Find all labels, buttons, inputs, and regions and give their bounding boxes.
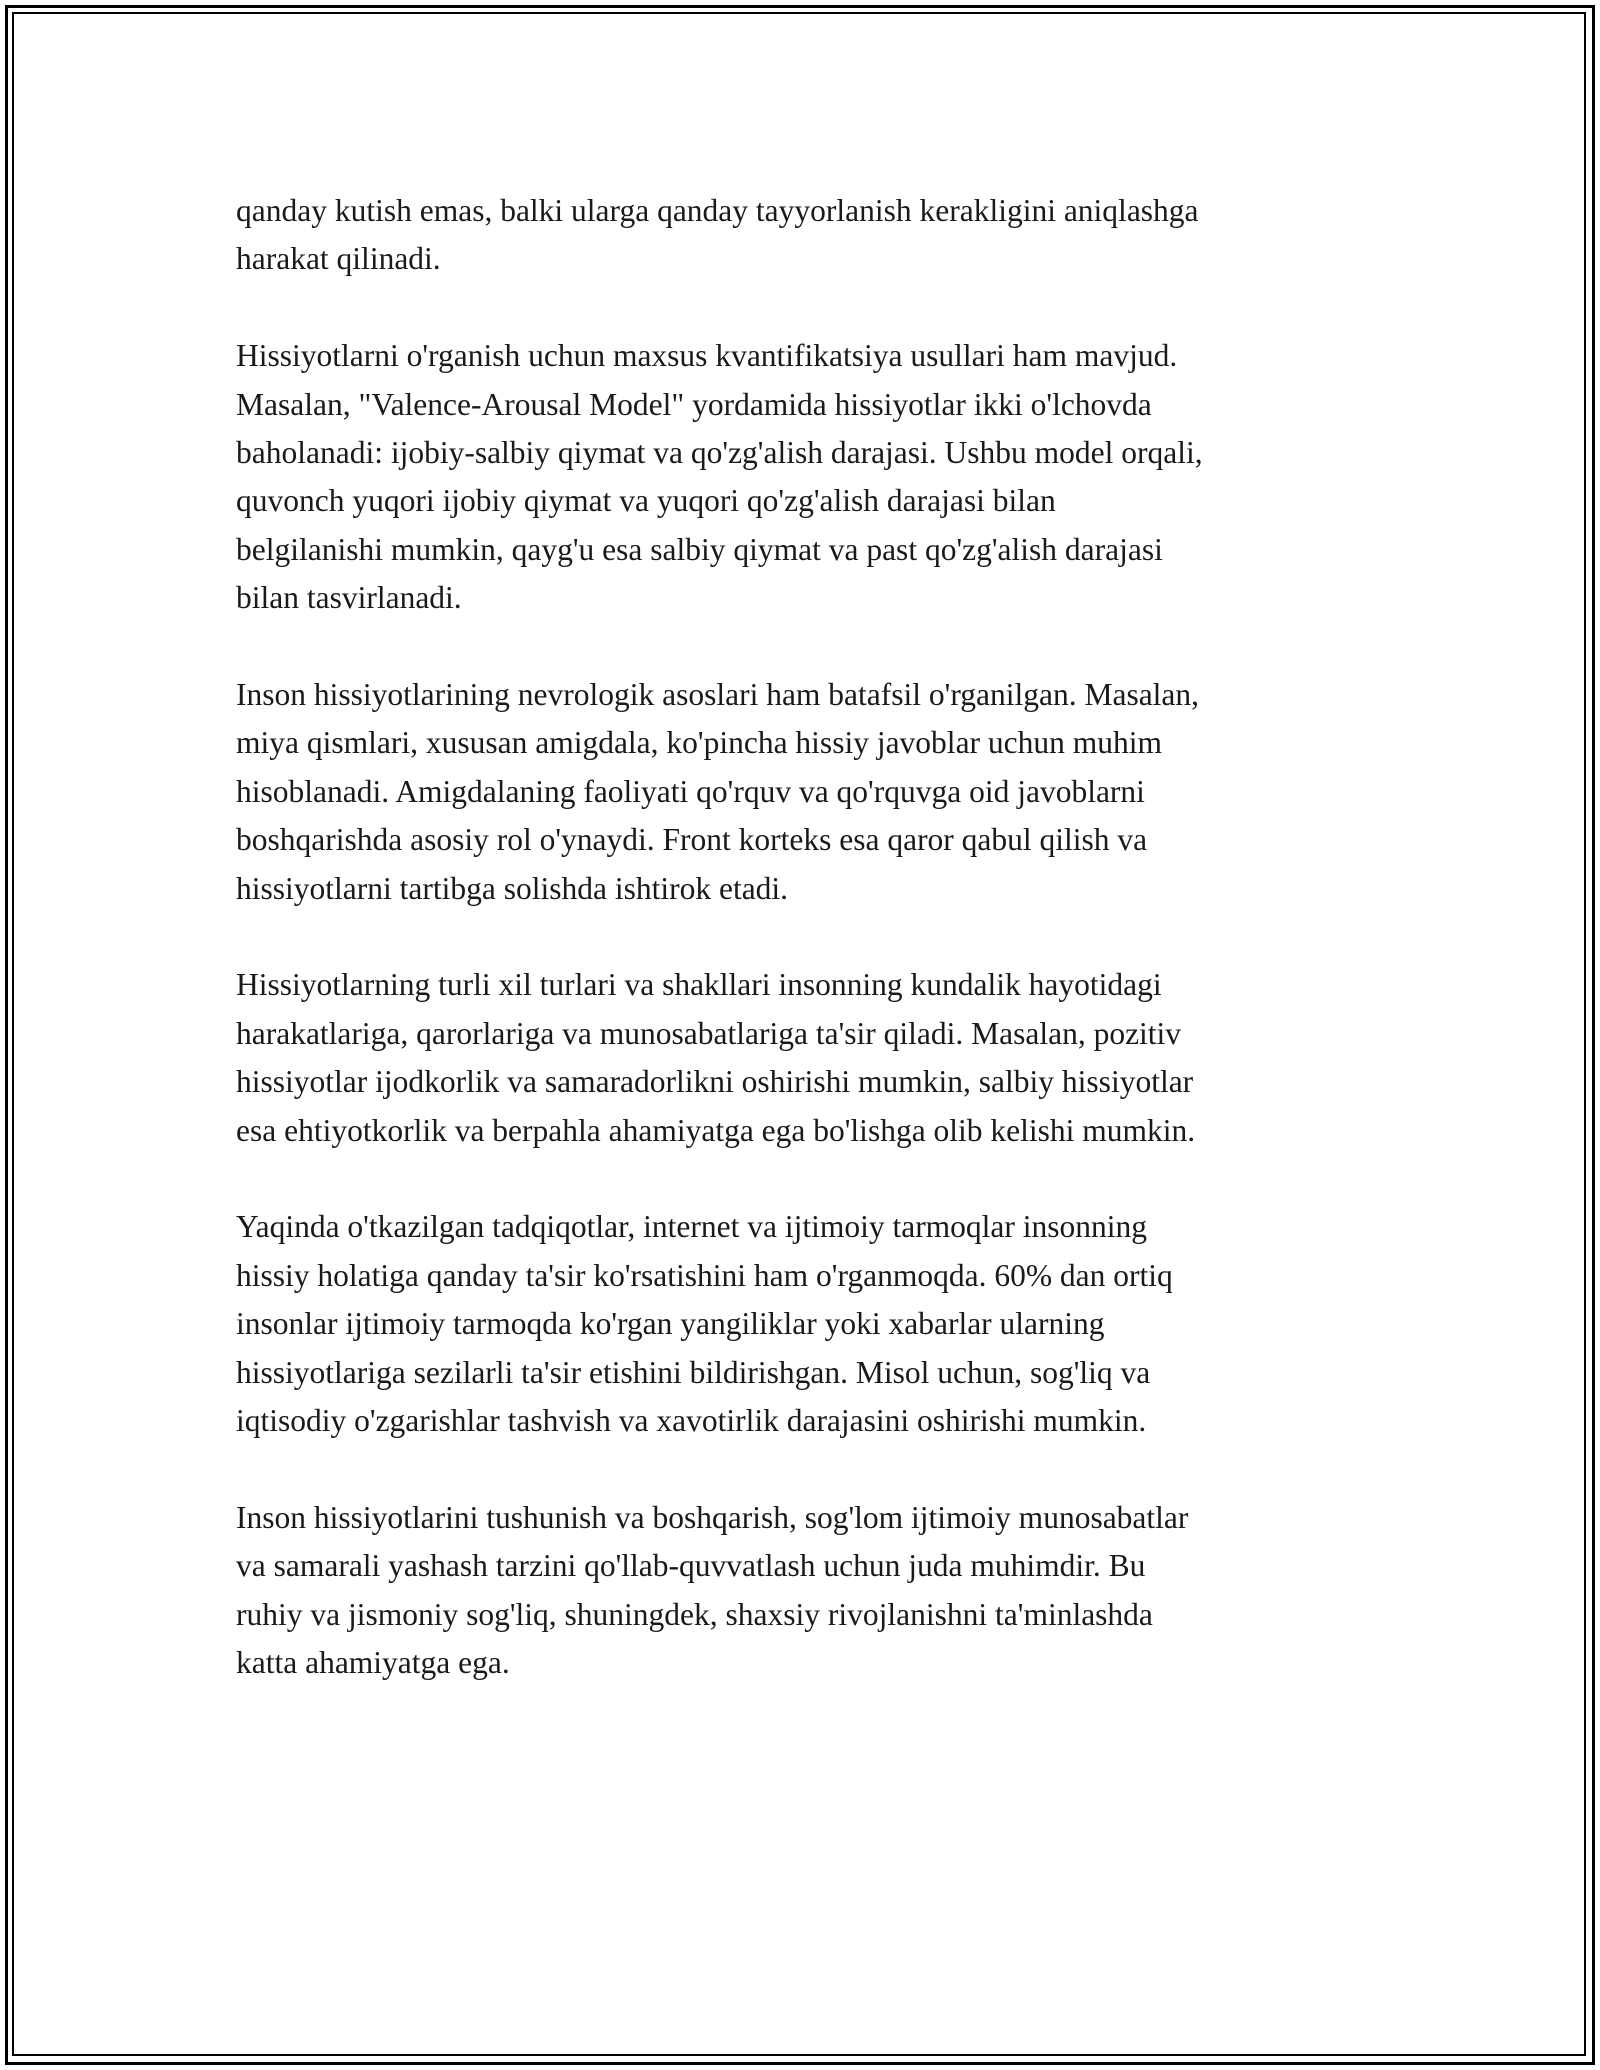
text-line: boshqarishda asosiy rol o'ynaydi. Front korteks esa qaror qabul qilish va (236, 822, 1148, 858)
paragraph (236, 187, 1376, 284)
text-line: iqtisodiy o'zgarishlar tashvish va xavotirlik darajasini oshirishi mumkin. (236, 1403, 1147, 1439)
text-line: hissiyotlariga sezilarli ta'sir etishini bildirishgan. Misol uchun, sog'liq va (236, 1354, 1151, 1390)
text-line: harakatlariga, qarorlariga va munosabatlariga ta'sir qiladi. Masalan, pozitiv (236, 1015, 1182, 1051)
text-line: Hissiyotlarni o'rganish uchun maxsus kvantifikatsiya usullari ham mavjud. (236, 338, 1178, 374)
text-line: quvonch yuqori ijobiy qiymat va yuqori qo'zg'alish darajasi bilan (236, 483, 1056, 519)
text-line: katta ahamiyatga ega. (236, 1645, 510, 1681)
text-line: baholanadi: ijobiy-salbiy qiymat va qo'zg'alish darajasi. Ushbu model orqali, (236, 435, 1203, 471)
paragraph (236, 1203, 1376, 1445)
text-line: hisoblanadi. Amigdalaning faoliyati qo'rquv va qo'rquvga oid javoblarni (236, 773, 1145, 809)
text-line: va samarali yashash tarzini qo'llab-quvvatlash uchun juda muhimdir. Bu (236, 1548, 1146, 1584)
text-line: Inson hissiyotlarining nevrologik asoslari ham batafsil o'rganilgan. Masalan, (236, 677, 1200, 713)
text-line: belgilanishi mumkin, qayg'u esa salbiy qiymat va past qo'zg'alish darajasi (236, 531, 1163, 567)
text-line: bilan tasvirlanadi. (236, 580, 462, 616)
paragraph (236, 1494, 1376, 1688)
text-line: esa ehtiyotkorlik va berpahla ahamiyatga ega bo'lishga olib kelishi mumkin. (236, 1112, 1196, 1148)
text-line: Yaqinda o'tkazilgan tadqiqotlar, internet va ijtimoiy tarmoqlar insonning (236, 1209, 1148, 1245)
text-line: Inson hissiyotlarini tushunish va boshqarish, sog'lom ijtimoiy munosabatlar (236, 1499, 1189, 1535)
text-line: hissiyotlar ijodkorlik va samaradorlikni oshirishi mumkin, salbiy hissiyotlar (236, 1064, 1194, 1100)
text-line: Hissiyotlarning turli xil turlari va shakllari insonning kundalik hayotidagi (236, 967, 1162, 1003)
text-line: harakat qilinadi. (236, 241, 441, 277)
paragraph (236, 961, 1376, 1155)
text-line: insonlar ijtimoiy tarmoqda ko'rgan yangiliklar yoki xabarlar ularning (236, 1306, 1105, 1342)
document-body (236, 187, 1376, 1736)
paragraph (236, 671, 1376, 913)
text-line: hissiyotlarni tartibga solishda ishtirok etadi. (236, 870, 789, 906)
text-line: hissiy holatiga qanday ta'sir ko'rsatishini ham o'rganmoqda. 60% dan ortiq (236, 1257, 1173, 1293)
text-line: Masalan, "Valence-Arousal Model" yordamida hissiyotlar ikki o'lchovda (236, 386, 1152, 422)
paragraph (236, 332, 1376, 622)
text-line: ruhiy va jismoniy sog'liq, shuningdek, shaxsiy rivojlanishni ta'minlashda (236, 1596, 1153, 1632)
text-line: qanday kutish emas, balki ularga qanday tayyorlanish kerakligini aniqlashga (236, 193, 1199, 228)
text-line: miya qismlari, xususan amigdala, ko'pincha hissiy javoblar uchun muhim (236, 725, 1163, 761)
